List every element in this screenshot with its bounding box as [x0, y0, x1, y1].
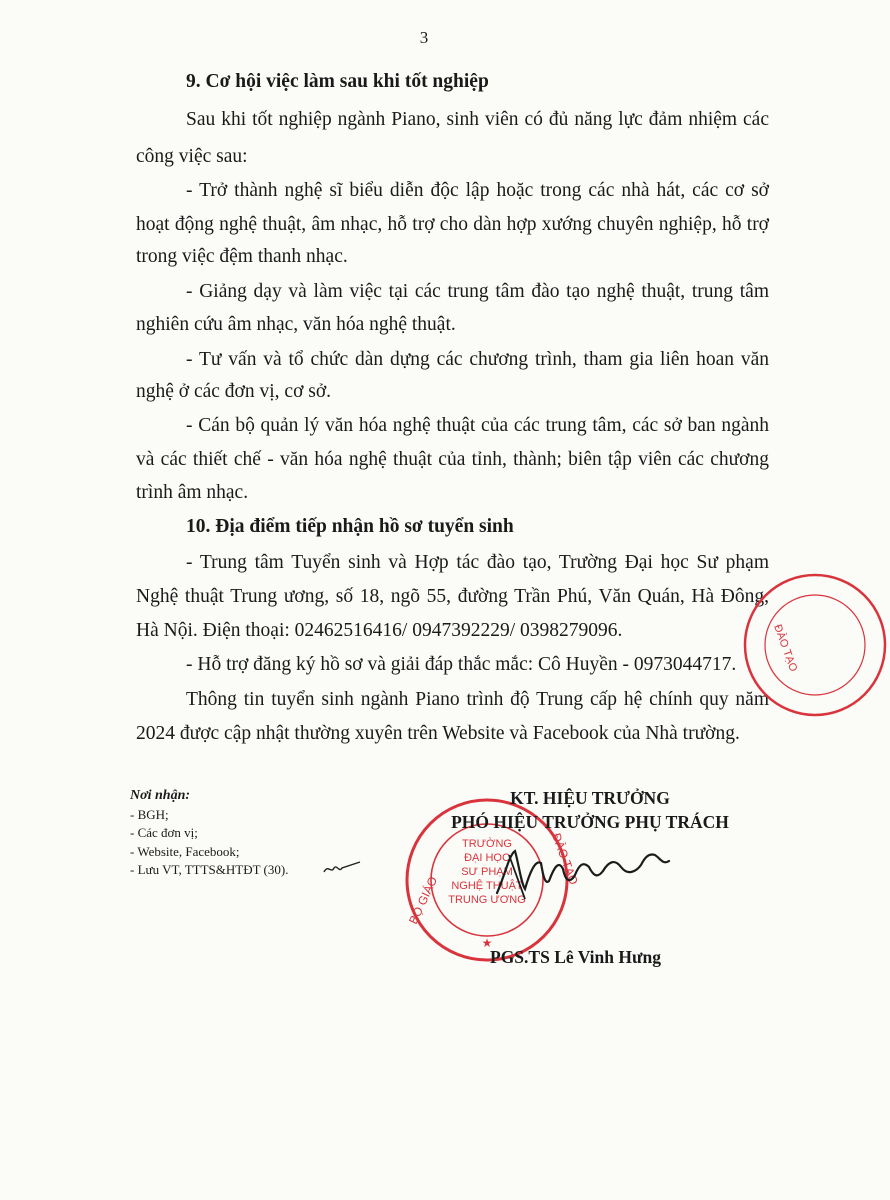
section-10-item-1: - Trung tâm Tuyển sinh và Hợp tác đào tạo, Trường Đại học Sư phạm: [186, 552, 769, 573]
recipient-item: - Các đơn vị;: [130, 825, 198, 840]
seal-text: ĐẠI HỌC: [464, 852, 510, 864]
page-number: 3: [419, 28, 429, 47]
section-9-heading: 9. Cơ hội việc làm sau khi tốt nghiệp: [186, 71, 489, 92]
section-9-item-1: - Trở thành nghệ sĩ biểu diễn độc lập hoặc trong các nhà hát, các cơ sở: [186, 180, 769, 201]
seal-text: SƯ PHẠM: [461, 866, 513, 878]
section-9-item-4: - Cán bộ quản lý văn hóa nghệ thuật của các trung tâm, các sở ban ngành: [186, 415, 769, 436]
section-10-heading: 10. Địa điểm tiếp nhận hồ sơ tuyển sinh: [186, 516, 514, 537]
signature-title-1: KT. HIỆU TRƯỞNG: [510, 788, 670, 808]
recipients-block: [130, 787, 288, 880]
handwritten-signature: [485, 835, 675, 905]
section-9-item-3: - Tư vấn và tổ chức dàn dựng các chương trình, tham gia liên hoan văn: [186, 349, 769, 370]
signature-title-2: PHÓ HIỆU TRƯỞNG PHỤ TRÁCH: [451, 812, 729, 832]
section-9-item-2-end: nghiên cứu âm nhạc, văn hóa nghệ thuật.: [136, 314, 456, 335]
section-9-item-1-cont: hoạt động nghệ thuật, âm nhạc, hỗ trợ cho dàn hợp xướng chuyên nghiệp, hỗ trợ: [136, 214, 769, 235]
section-9-item-4-cont: và các thiết chế - văn hóa nghệ thuật của tỉnh, thành; biên tập viên các chương: [136, 449, 769, 470]
seal-ring-text-left: BỘ GIÁO: [406, 874, 441, 927]
seal-star-icon: ★: [481, 936, 493, 950]
seal-text: NGHỆ THUẬT: [451, 880, 523, 892]
recipient-item: - BGH;: [130, 806, 169, 822]
closing-paragraph: Thông tin tuyển sinh ngành Piano trình độ Trung cấp hệ chính quy năm: [186, 689, 769, 710]
section-9-item-1-end: trong việc đệm thanh nhạc.: [136, 246, 348, 267]
section-9-intro: Sau khi tốt nghiệp ngành Piano, sinh viên có đủ năng lực đảm nhiệm các: [186, 109, 769, 130]
initial-mark: [322, 858, 362, 880]
recipient-item: - Website, Facebook;: [130, 843, 240, 859]
section-9-item-4-end: trình âm nhạc.: [136, 482, 249, 503]
seal-text: TRƯỜNG: [462, 838, 512, 850]
section-10-item-2: - Hỗ trợ đăng ký hồ sơ và giải đáp thắc mắc: Cô Huyền - 0973044717.: [186, 654, 737, 675]
section-10-item-1-end: Hà Nội. Điện thoại: 02462516416/ 0947392229/ 0398279096.: [136, 620, 623, 641]
signature-block: [420, 786, 760, 834]
recipient-item: - Lưu VT, TTTS&HTĐT (30).: [130, 862, 289, 877]
closing-paragraph-end: 2024 được cập nhật thường xuyên trên Website và Facebook của Nhà trường.: [136, 723, 740, 744]
seal-ring-text-right: ĐÀO TẠO: [549, 831, 581, 887]
section-9-item-3-end: nghệ ở các đơn vị, cơ sở.: [136, 381, 332, 402]
section-9-intro-cont: công việc sau:: [136, 146, 248, 167]
partial-seal: [740, 570, 890, 720]
seal-text: TRUNG ƯƠNG: [448, 894, 526, 906]
partial-seal-text: ĐÀO TẠO: [771, 622, 800, 674]
recipients-title: Nơi nhận:: [130, 788, 191, 803]
section-10-item-1-cont: Nghệ thuật Trung ương, số 18, ngõ 55, đường Trần Phú, Văn Quán, Hà Đông,: [136, 586, 769, 607]
section-9-item-2: - Giảng dạy và làm việc tại các trung tâm đào tạo nghệ thuật, trung tâm: [186, 281, 769, 302]
signer-name: PGS.TS Lê Vinh Hưng: [490, 947, 661, 967]
